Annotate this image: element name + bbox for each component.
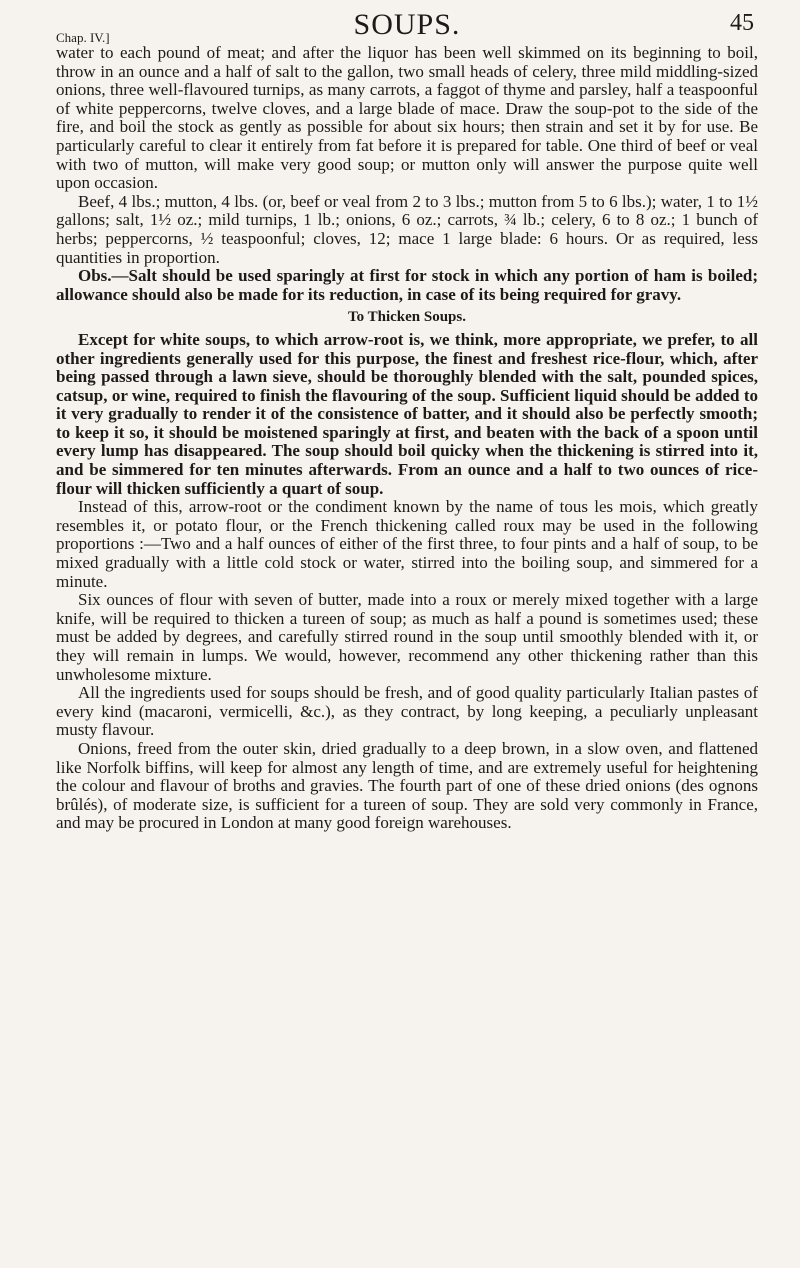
running-title: SOUPS.: [353, 8, 461, 41]
page-number: 45: [730, 10, 754, 36]
paragraph: All the ingredients used for soups should be fresh, and of good quality particularly Italian pastes of every kind (macaroni, vermicelli, &c.), as they contract, by long keeping, a peculiarly unpleasant musty flavour.: [56, 683, 758, 740]
section-heading: To Thicken Soups.: [348, 309, 466, 326]
paragraph: Except for white soups, to which arrow-root is, we think, more appropriate, we prefer, to all other ingredients generally used for this purpose, the finest and freshest rice-flour, which, after being passed through a lawn sieve, should be thoroughly blended with the salt, pounded spices, catsup, or wine, required to finish the flavouring of the soup. Sufficient liquid should be added to it very gradually to render it of the consistence of batter, and it should also be perfectly smooth; to keep it so, it should be moistened sparingly at first, and beaten with the back of a spoon until every lump has disappeared. The soup should boil quicky when the thickening is stirred into it, and be simmered for ten minutes afterwards. From an ounce and a half to two ounces of rice-flour will thicken sufficiently a quart of soup.: [56, 329, 758, 498]
paragraph: Beef, 4 lbs.; mutton, 4 lbs. (or, beef or veal from 2 to 3 lbs.; mutton from 5 to 6 lbs.); water, 1 to 1½ gallons; salt, 1½ oz.; mild turnips, 1 lb.; onions, 6 oz.; carrots, ¾ lb.; celery, 6 to 8 oz.; 1 bunch of herbs; peppercorns, ½ teaspoonful; cloves, 12; mace 1 large blade: 6 hours. Or as required, less quantities in proportion.: [56, 191, 758, 267]
chapter-tag: Chap. IV.]: [56, 30, 110, 45]
running-head: [56, 6, 758, 44]
paragraph: Instead of this, arrow-root or the condiment known by the name of tous les mois, which greatly resembles it, or potato flour, or the French thickening called roux may be used in the following proportions :—Two and a half ounces of either of the first three, to four pints and a half of soup, to be mixed gradually with a little cold stock or water, stirred into the boiling soup, and simmered for a minute.: [56, 497, 758, 591]
body-text: [56, 44, 758, 833]
paragraph: Obs.—Salt should be used sparingly at first for stock in which any portion of ham is boiled; allowance should also be made for its reduction, in case of its being required for gravy.: [56, 266, 758, 304]
paragraph: water to each pound of meat; and after the liquor has been well skimmed on its beginning to boil, throw in an ounce and a half of salt to the gallon, two small heads of celery, three mild middling-sized onions, three well-flavoured turnips, as many carrots, a faggot of thyme and parsley, half a teaspoonful of white peppercorns, twelve cloves, and a large blade of mace. Draw the soup-pot to the side of the fire, and boil the stock as gently as possible for about six hours; then strain and set it by for use. Be particularly careful to clear it entirely from fat before it is prepared for table. One third of beef or veal with two of mutton, will make very good soup; or mutton only will answer the purpose quite well upon occasion.: [56, 43, 758, 193]
paragraph: Onions, freed from the outer skin, dried gradually to a deep brown, in a slow oven, and flattened like Norfolk biffins, will keep for almost any length of time, and are extremely useful for heightening the colour and flavour of broths and gravies. The fourth part of one of these dried onions (des ognons brûlés), of moderate size, is sufficient for a tureen of soup. They are sold very commonly in France, and may be procured in London at many good foreign warehouses.: [56, 738, 758, 833]
paragraph: Six ounces of flour with seven of butter, made into a roux or merely mixed together with a large knife, will be required to thicken a tureen of soup; as much as half a pound is sometimes used; these must be added by degrees, and carefully stirred round in the soup until smoothly blended with it, or they will remain in lumps. We would, however, recommend any other thickening rather than this unwholesome mixture.: [56, 590, 758, 684]
